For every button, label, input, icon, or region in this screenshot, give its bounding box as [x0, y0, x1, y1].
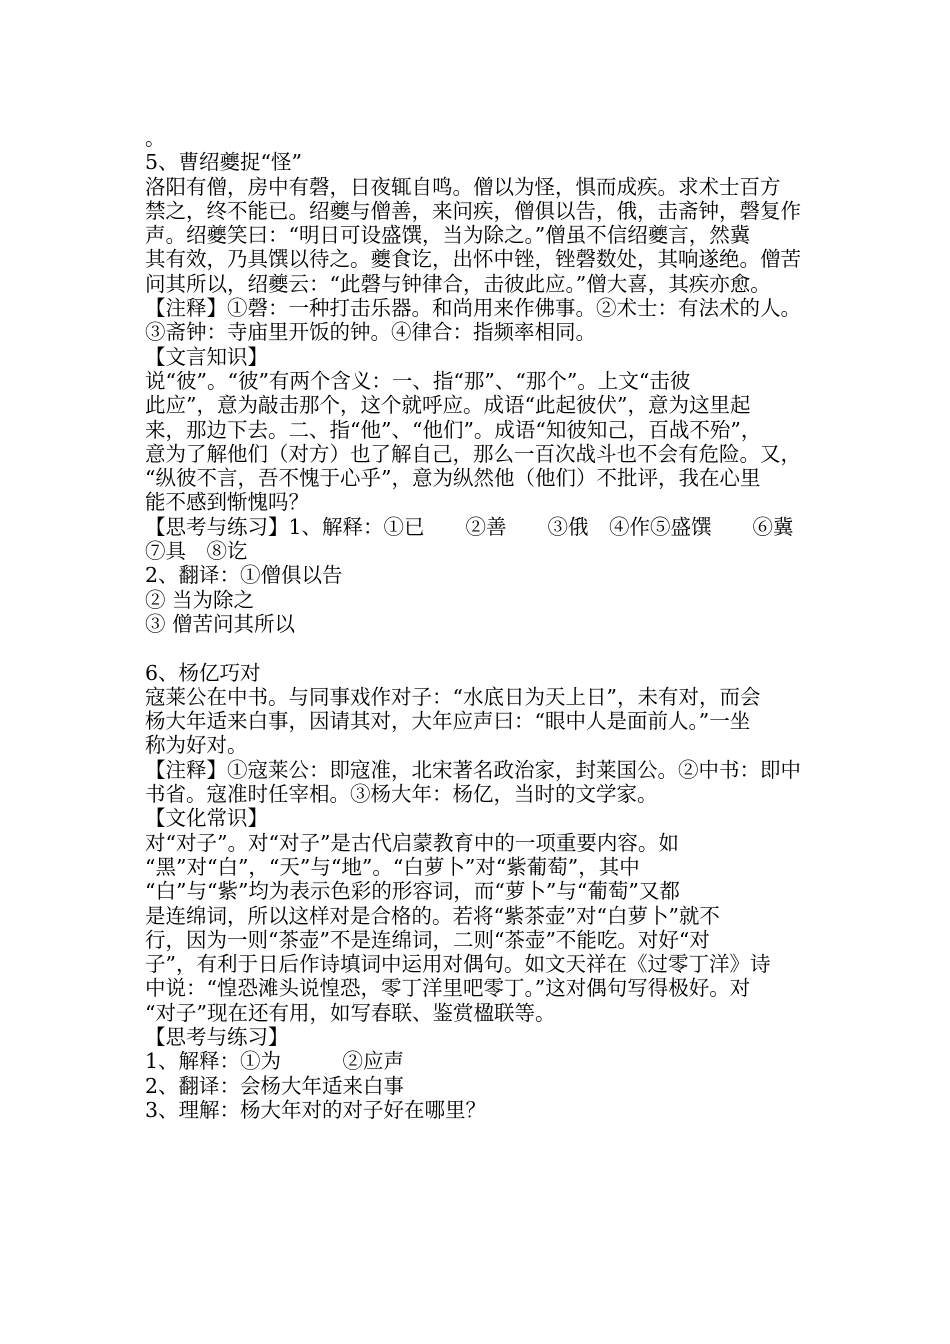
- section6-text-line: 杨大年适来白事，因请其对，大年应声曰：“眼中人是面前人。”一坐: [145, 709, 751, 734]
- section5-text-line: 其有效，乃具馔以待之。夔食讫，出怀中锉，锉磬数处，其响遂绝。僧苦: [145, 247, 801, 272]
- section6-text-line: 称为好对。: [145, 733, 248, 758]
- top-mark: 。: [145, 126, 166, 150]
- section6-knowledge-line: 子”，有利于日后作诗填词中运用对偶句。如文天祥在《过零丁洋》诗: [145, 952, 771, 977]
- section6-text: [145, 685, 813, 758]
- section6-knowledge-line: 是连绵词，所以这样对是合格的。若将“紫茶壶”对“白萝卜”就不: [145, 903, 720, 928]
- section6-exercise-line: 1、解释：①为 ②应声: [145, 1049, 405, 1074]
- section5-text: [145, 175, 813, 296]
- section6-exercises: [145, 1049, 813, 1122]
- section5-exercise-line: ⑦具 ⑧讫: [145, 539, 248, 564]
- section5-notes-line: ③斋钟：寺庙里开饭的钟。④律合：指频率相同。: [145, 320, 596, 345]
- section5-knowledge-line: 此应”，意为敲击那个，这个就呼应。成语“此起彼伏”，意为这里起: [145, 393, 751, 418]
- section5-exercise-line: 2、翻译：①僧俱以告: [145, 563, 343, 588]
- section6-knowledge: [145, 831, 813, 1025]
- section6-notes-line: 书省。寇准时任宰相。③杨大年：杨亿，当时的文学家。: [145, 782, 658, 807]
- section5-notes-line: 【注释】①磬：一种打击乐器。和尚用来作佛事。②术士：有法术的人。: [145, 296, 801, 321]
- section6-notes: [145, 758, 813, 807]
- section6-knowledge-line: “黑”对“白”，“天”与“地”。“白萝卜”对“紫葡萄”，其中: [145, 854, 640, 879]
- section6-text-line: 寇莱公在中书。与同事戏作对子：“水底日为天上日”，未有对，而会: [145, 684, 761, 709]
- section6-exercise-heading: 【思考与练习】: [145, 1024, 289, 1049]
- section6-knowledge-line: 对“对子”。对“对子”是古代启蒙教育中的一项重要内容。如: [145, 830, 679, 855]
- section5-text-line: 声。绍夔笑曰：“明日可设盛馔，当为除之。”僧虽不信绍夔言，然冀: [145, 223, 751, 248]
- section6-knowledge-heading: 【文化常识】: [145, 806, 268, 831]
- section6-exercise-line: 3、理解：杨大年对的对子好在哪里？: [145, 1097, 487, 1122]
- section5-exercise-line: ③ 僧苦问其所以: [145, 611, 296, 636]
- section5-text-line: 洛阳有僧，房中有磬，日夜辄自鸣。僧以为怪，惧而成疾。求术士百方: [145, 174, 781, 199]
- section5-title: 5、曹绍夔捉“怪”: [145, 150, 303, 175]
- section6-knowledge-line: 中说：“惶恐滩头说惶恐，零丁洋里吧零丁。”这对偶句写得极好。对: [145, 976, 751, 1001]
- section6-exercise-line: 2、翻译：会杨大年适来白事: [145, 1073, 405, 1098]
- section5-exercises: [145, 515, 813, 636]
- section5-exercise-line: ② 当为除之: [145, 587, 255, 612]
- section5-knowledge: [145, 369, 813, 515]
- section6-knowledge-line: “对子”现在还有用，如写春联、鉴赏楹联等。: [145, 1000, 556, 1025]
- section5-knowledge-line: “纵彼不言，吾不愧于心乎”，意为纵然他（他们）不批评，我在心里: [145, 466, 761, 491]
- section6-knowledge-line: “白”与“紫”均为表示色彩的形容词，而“萝卜”与“葡萄”又都: [145, 879, 680, 904]
- section5-notes: [145, 296, 813, 345]
- section5-knowledge-line: 说“彼”。“彼”有两个含义：一、指“那”、“那个”。上文“击彼: [145, 368, 691, 393]
- section5-text-line: 问其所以，绍夔云：“此磬与钟律合，击彼此应。”僧大喜，其疾亦愈。: [145, 271, 771, 296]
- section5-knowledge-heading: 【文言知识】: [145, 344, 268, 369]
- section6-knowledge-line: 行，因为一则“茶壶”不是连绵词，二则“茶壶”不能吃。对好“对: [145, 927, 710, 952]
- document-page: [145, 126, 813, 1122]
- section5-knowledge-line: 来，那边下去。二、指“他”、“他们”。成语“知彼知己，百战不殆”，: [145, 417, 762, 442]
- section5-text-line: 禁之，终不能已。绍夔与僧善，来问疾，僧俱以告，俄，击斋钟，磬复作: [145, 198, 801, 223]
- section5-knowledge-line: 能不感到惭愧吗？: [145, 490, 309, 515]
- section6-title: 6、杨亿巧对: [145, 660, 261, 685]
- section-spacer: [145, 636, 813, 660]
- section5-exercise-line: 【思考与练习】1、解释：①已 ②善 ③俄 ④作⑤盛馔 ⑥冀: [145, 514, 794, 539]
- section5-knowledge-line: 意为了解他们（对方）也了解自己，那么一百次战斗也不会有危险。又，: [145, 441, 801, 466]
- section6-notes-line: 【注释】①寇莱公：即寇准，北宋著名政治家，封莱国公。②中书：即中: [145, 757, 801, 782]
